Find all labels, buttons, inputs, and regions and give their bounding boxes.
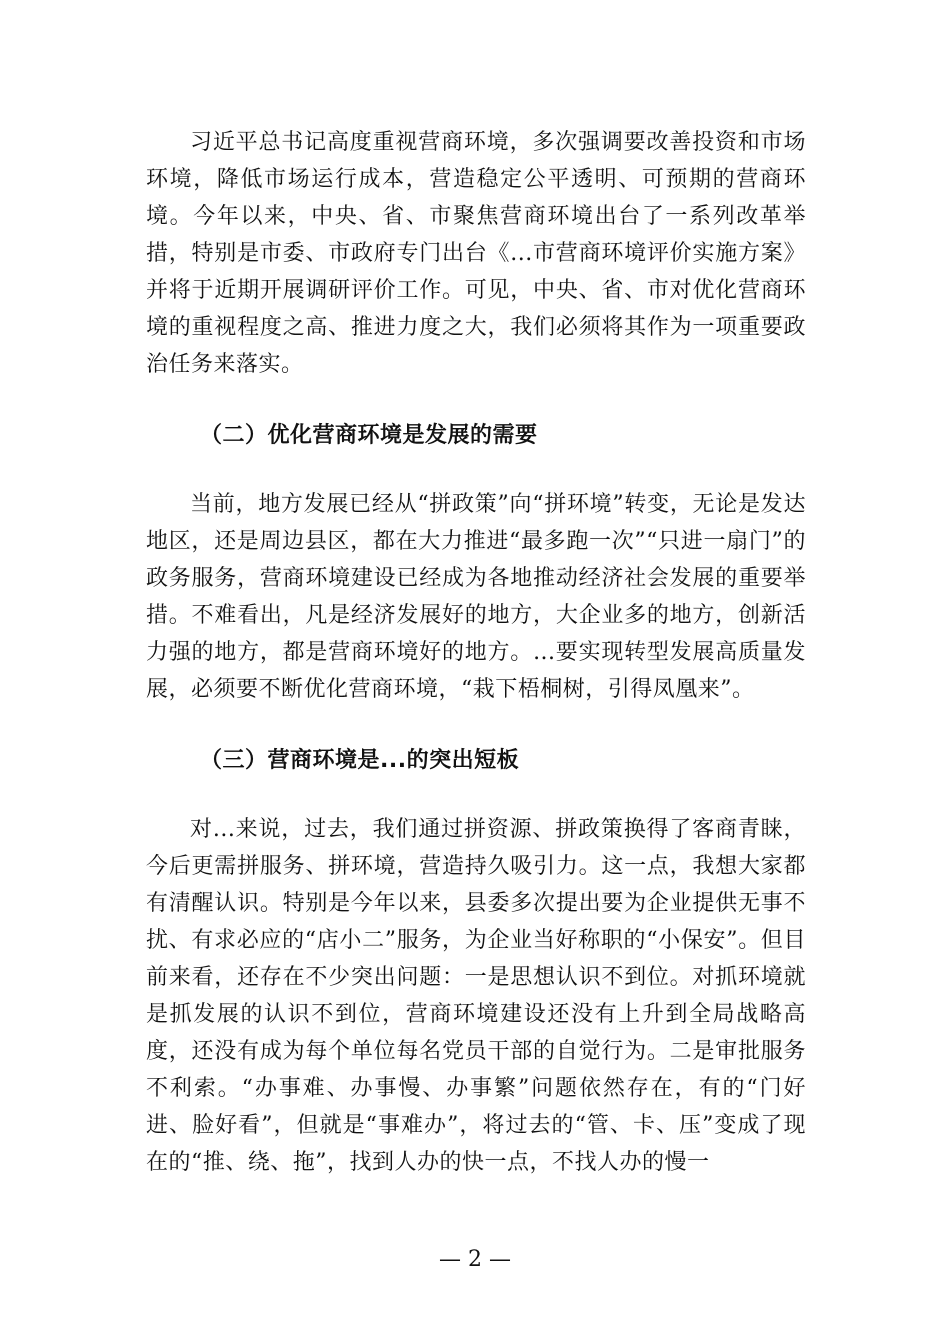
spacer (146, 454, 806, 486)
page-number: — 2 — (439, 1247, 511, 1272)
paragraph-3: 对...来说，过去，我们通过拼资源、拼政策换得了客商青睐，今后更需拼服务、拼环境，营造持久吸引力。这一点，我想大家都有清醒认识。特别是今年以来，县委多次提出要为企业提供无事不扰、有求必应的“店小二”服务，为企业当好称职的“小保安”。但目前来看，还存在不少突出问题：一是思想认识不到位。对抓环境就是抓发展的认识不到位，营商环境建设还没有上升到全局战略高度，还没有成为每个单位每名党员干部的自觉行为。二是审批服务不利索。“办事难、办事慢、办事繁”问题依然存在，有的“门好进、脸好看”，但就是“事难办”，将过去的“管、卡、压”变成了现在的“推、绕、拖”，找到人办的快一点，不找人办的慢一 (146, 817, 806, 1175)
spacer (146, 708, 806, 742)
paragraph-1: 习近平总书记高度重视营商环境，多次强调要改善投资和市场环境，降低市场运行成本，营造稳定公平透明、可预期的营商环境。今年以来，中央、省、市聚焦营商环境出台了一系列改革举措，特别是市委、市政府专门出台《...市营商环境评价实施方案》并将于近期开展调研评价工作。可见，中央、省、市对优化营商环境的重视程度之高、推进力度之大，我们必须将其作为一项重要政治任务来落实。 (146, 130, 806, 377)
section-heading-2: （二）优化营商环境是发展的需要 (200, 423, 538, 448)
section-heading-3: （三）营商环境是...的突出短板 (200, 748, 520, 773)
document-body (146, 124, 806, 1181)
spacer (146, 383, 806, 417)
spacer (146, 779, 806, 811)
paragraph-2: 当前，地方发展已经从“拼政策”向“拼环境”转变，无论是发达地区，还是周边县区，都在大力推进“最多跑一次”“只进一扇门”的政务服务，营商环境建设已经成为各地推动经济社会发展的重要举措。不难看出，凡是经济发展好的地方，大企业多的地方，创新活力强的地方，都是营商环境好的地方。...要实现转型发展高质量发展，必须要不断优化营商环境，“栽下梧桐树，引得凤凰来”。 (146, 492, 806, 702)
